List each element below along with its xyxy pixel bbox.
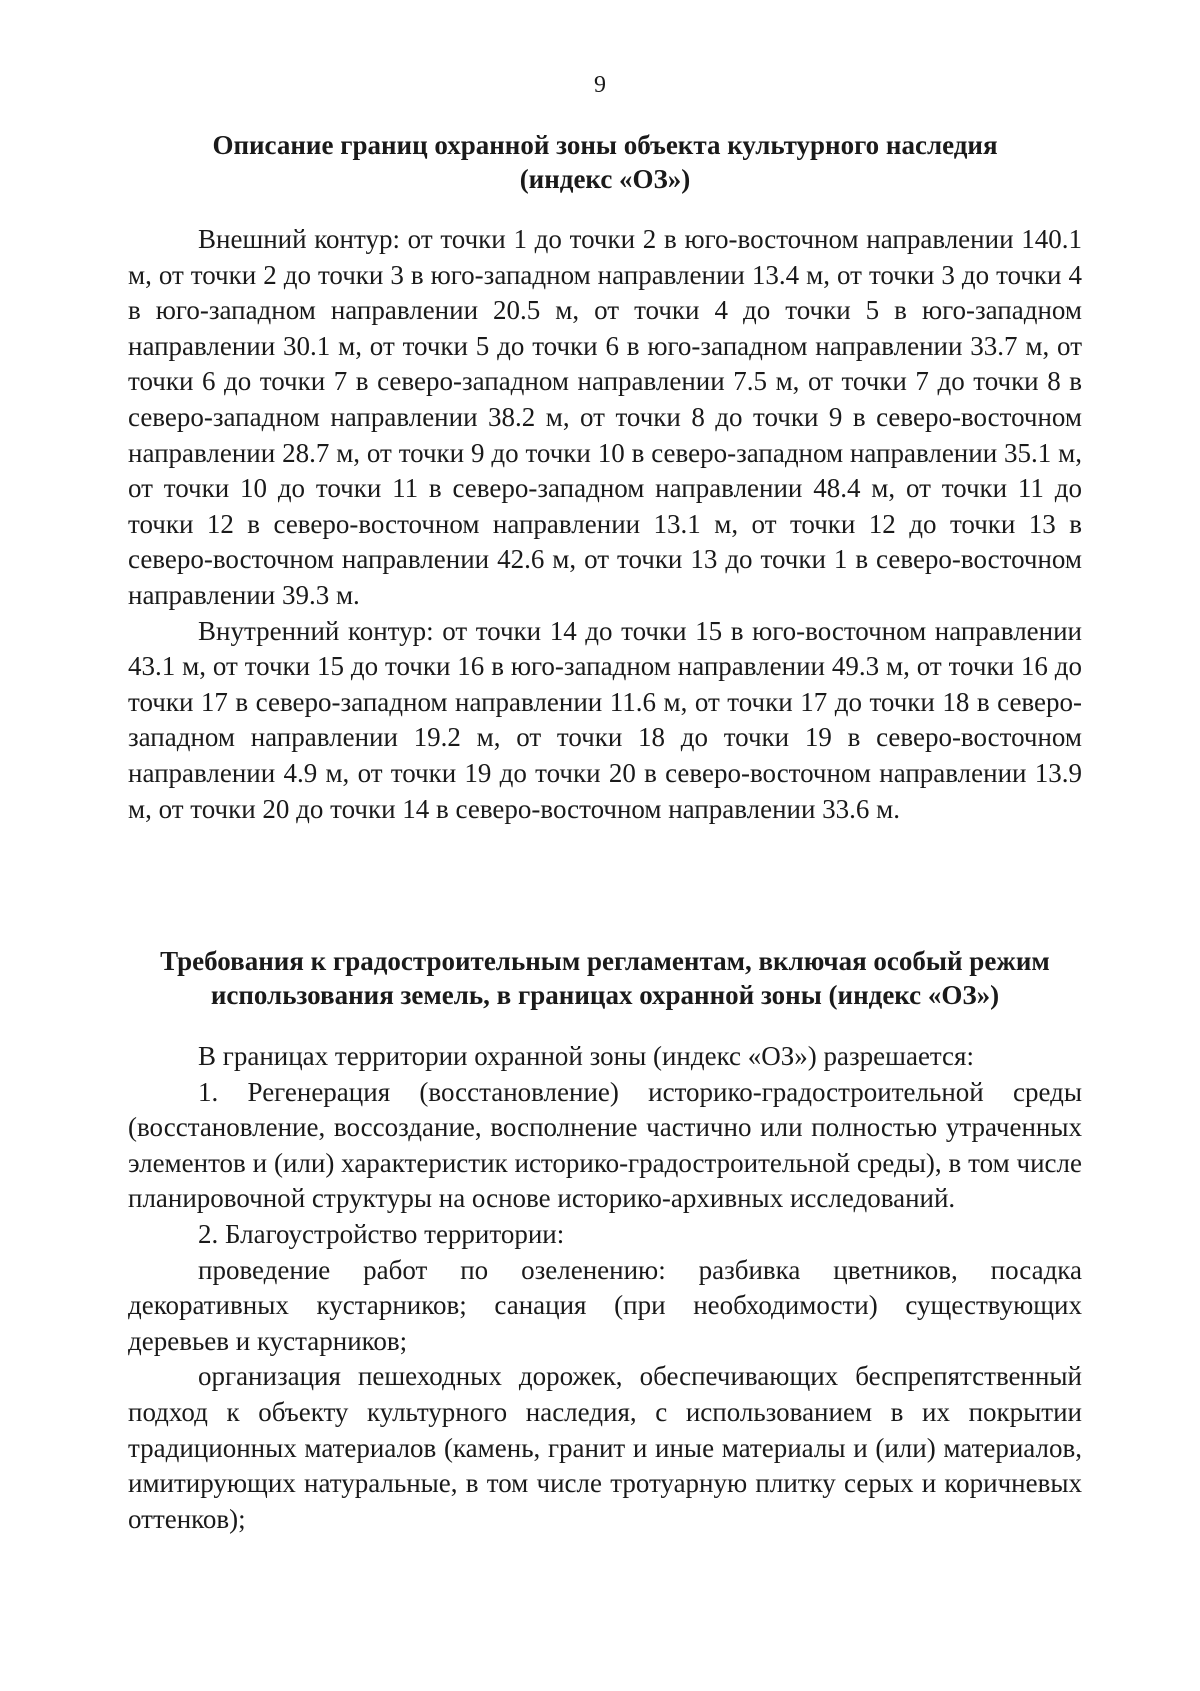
permitted-intro-paragraph: В границах территории охранной зоны (индекс «ОЗ») разрешается:	[198, 1041, 974, 1071]
section-1-heading-line-1: Описание границ охранной зоны объекта культурного наследия	[212, 130, 998, 160]
section-2-heading-line-2: использования земель, в границах охранной зоны (индекс «ОЗ»)	[210, 980, 1000, 1010]
page-number: 9	[594, 72, 606, 98]
regeneration-paragraph: 1. Регенерация (восстановление) историко-градостроительной среды (восстановление, воссоздание, восполнение частично или полностью утраченных элементов и (или) характеристик историко-градостроительной среды), в том числе планировочной структуры на основе историко-архивных исследований.	[128, 1076, 1082, 1214]
section-2-body	[128, 1039, 1082, 1537]
section-2-heading	[128, 944, 1082, 1012]
landscaping-paragraph: 2. Благоустройство территории:	[198, 1218, 565, 1249]
footpaths-paragraph: организация пешеходных дорожек, обеспечивающих беспрепятственный подход к объекту культурного наследия, с использованием в их покрытии традиционных материалов (камень, гранит и иные материалы и (или) материалов, имитирующих натуральные, в том числе тротуарную плитку серых и коричневых оттенков);	[128, 1361, 1082, 1534]
inner-contour-paragraph: Внутренний контур: от точки 14 до точки 15 в юго-восточном направлении 43.1 м, от точки 15 до точки 16 в юго-западном направлении 49.3 м, от точки 16 до точки 17 в северо-западном направлении 11.6 м, от точки 17 до точки 18 в северо-западном направлении 19.2 м, от точки 18 до точки 19 в северо-восточном направлении 4.9 м, от точки 19 до точки 20 в северо-восточном направлении 13.9 м, от точки 20 до точки 14 в северо-восточном направлении 33.6 м.	[128, 615, 1082, 824]
section-2-heading-line-1: Требования к градостроительным регламентам, включая особый режим	[160, 946, 1050, 976]
section-1-heading	[128, 128, 1082, 196]
section-1-heading-line-2: (индекс «ОЗ»)	[519, 164, 691, 194]
outer-contour-paragraph: Внешний контур: от точки 1 до точки 2 в юго-восточном направлении 140.1 м, от точки 2 до точки 3 в юго-западном направлении 13.4 м, от точки 3 до точки 4 в юго-западном направлении 20.5 м, от точки 4 до точки 5 в юго-западном направлении 30.1 м, от точки 5 до точки 6 в юго-западном направлении 33.7 м, от точки 6 до точки 7 в северо-западном направлении 7.5 м, от точки 7 до точки 8 в северо-западном направлении 38.2 м, от точки 8 до точки 9 в северо-восточном направлении 28.7 м, от точки 9 до точки 10 в северо-западном направлении 35.1 м, от точки 10 до точки 11 в северо-западном направлении 48.4 м, от точки 11 до точки 12 в северо-восточном направлении 13.1 м, от точки 12 до точки 13 в северо-восточном направлении 42.6 м, от точки 13 до точки 1 в северо-восточном направлении 39.3 м.	[128, 224, 1082, 610]
section-1-body	[128, 222, 1082, 827]
greening-paragraph: проведение работ по озеленению: разбивка цветников, посадка декоративных кустарников; санация (при необходимости) существующих деревьев и кустарников;	[128, 1254, 1082, 1356]
